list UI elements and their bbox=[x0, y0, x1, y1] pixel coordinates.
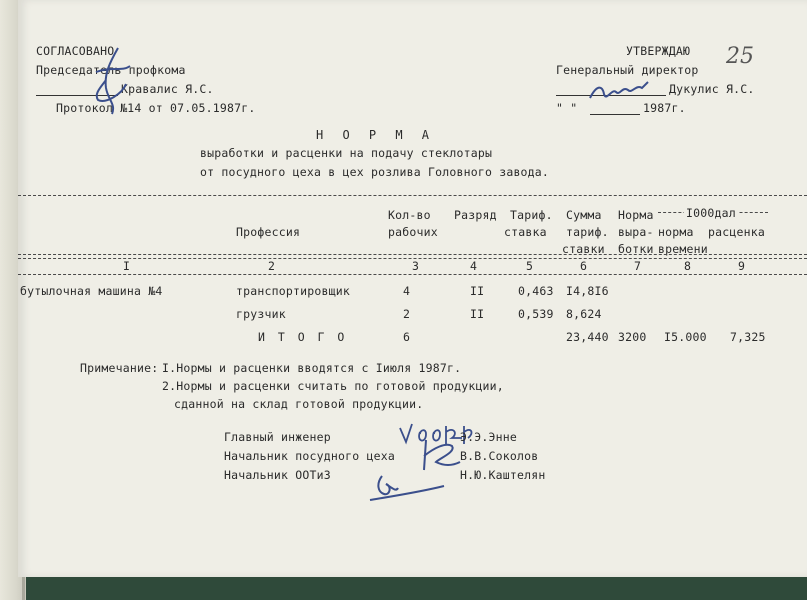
col-number: 5 bbox=[526, 259, 534, 273]
signature-name: Э.Э.Энне bbox=[460, 430, 517, 444]
table-total-sum: 23,440 bbox=[566, 330, 609, 344]
signature-role: Главный инженер bbox=[224, 430, 331, 444]
notes-item-1: I.Нормы и расценки вводятся с Iиюля 1987г. bbox=[162, 361, 462, 375]
signature-name: Н.Ю.Каштелян bbox=[460, 468, 546, 482]
table-total-time: I5.000 bbox=[664, 330, 707, 344]
col-header-count-2: рабочих bbox=[388, 225, 438, 239]
page-number: 25 bbox=[726, 44, 754, 69]
col-number: 4 bbox=[470, 259, 478, 273]
signature-role: Начальник ООТиЗ bbox=[224, 468, 331, 482]
table-cell-count: 4 bbox=[403, 284, 411, 298]
table-cell-sum: I4,8I6 bbox=[566, 284, 609, 298]
col-header-norm-2: выра- bbox=[618, 225, 654, 239]
col-header-grade: Разряд bbox=[454, 208, 497, 222]
table-total-rate: 7,325 bbox=[730, 330, 766, 344]
col-header-per1000: I000дал bbox=[686, 206, 736, 220]
table-cell-sum: 8,624 bbox=[566, 307, 602, 321]
table-cell-profession: грузчик bbox=[236, 307, 286, 321]
table-total-label: И Т О Г О bbox=[258, 330, 348, 344]
signature-role: Начальник посудного цеха bbox=[224, 449, 395, 463]
col-header-count: Кол-во bbox=[388, 208, 431, 222]
col-header-sum-2: тариф. bbox=[566, 225, 609, 239]
approval-left-position: Председатель профкома bbox=[36, 63, 186, 77]
table-cell-profession: транспортировщик bbox=[236, 284, 350, 298]
approval-right-date-quotes: " " bbox=[556, 101, 578, 115]
document-sheet bbox=[18, 0, 807, 577]
approval-right-name: Дукулис Я.С. bbox=[669, 82, 755, 96]
col-number: I bbox=[123, 259, 131, 273]
signature-name: В.В.Соколов bbox=[460, 449, 539, 463]
table-numbers-rule bbox=[18, 274, 807, 275]
notes-item-2-cont: сданной на склад готовой продукции. bbox=[174, 397, 424, 411]
table-section-label: бутылочная машина №4 bbox=[20, 284, 163, 298]
col-header-tariff: Тариф. bbox=[510, 208, 553, 222]
col-number: 7 bbox=[634, 259, 642, 273]
table-cell-tariff: 0,463 bbox=[518, 284, 554, 298]
document-subtitle-1: выработки и расценки на подачу стеклотары bbox=[200, 146, 493, 160]
handwritten-signature-left bbox=[82, 44, 142, 116]
col-header-sum: Сумма bbox=[566, 208, 602, 222]
approval-right-position: Генеральный директор bbox=[556, 63, 699, 77]
table-cell-count: 2 bbox=[403, 307, 411, 321]
col-header-sum-3: ставки bbox=[562, 242, 605, 256]
col-number: 9 bbox=[738, 259, 746, 273]
table-cell-grade: II bbox=[470, 307, 485, 321]
approval-left-protocol: Протокол №14 от 07.05.1987г. bbox=[56, 101, 256, 115]
handwritten-signature-right bbox=[586, 78, 656, 108]
notes-item-2: 2.Нормы и расценки считать по готовой продукции, bbox=[162, 379, 504, 393]
table-cell-tariff: 0,539 bbox=[518, 307, 554, 321]
col-header-tariff-2: ставка bbox=[504, 225, 547, 239]
col-header-norm: Норма bbox=[618, 208, 654, 222]
table-cell-grade: II bbox=[470, 284, 485, 298]
col-header-profession: Профессия bbox=[236, 225, 301, 239]
approval-left-name: Кравалис Я.С. bbox=[121, 82, 214, 96]
col-number: 3 bbox=[412, 259, 420, 273]
approval-right-heading: УТВЕРЖДАЮ bbox=[626, 44, 691, 58]
col-number: 8 bbox=[684, 259, 692, 273]
col-number: 2 bbox=[268, 259, 276, 273]
notes-label: Примечание: bbox=[80, 361, 159, 375]
document-subtitle-2: от посудного цеха в цех розлива Головного завода. bbox=[200, 165, 550, 179]
col-header-time: норма bbox=[658, 225, 694, 239]
table-total-norm: 3200 bbox=[618, 330, 647, 344]
col-number: 6 bbox=[580, 259, 588, 273]
table-total-count: 6 bbox=[403, 330, 411, 344]
col-header-norm-3: ботки bbox=[618, 242, 654, 256]
handwritten-signature-kashtelyan bbox=[368, 470, 448, 504]
col-header-rate: расценка bbox=[708, 225, 765, 239]
approval-right-year: 1987г. bbox=[643, 101, 686, 115]
document-title: Н О Р М А bbox=[316, 128, 436, 142]
col-header-time-2: времени bbox=[658, 242, 708, 256]
table-top-rule bbox=[18, 195, 807, 196]
approval-left-heading: СОГЛАСОВАНО bbox=[36, 44, 115, 58]
